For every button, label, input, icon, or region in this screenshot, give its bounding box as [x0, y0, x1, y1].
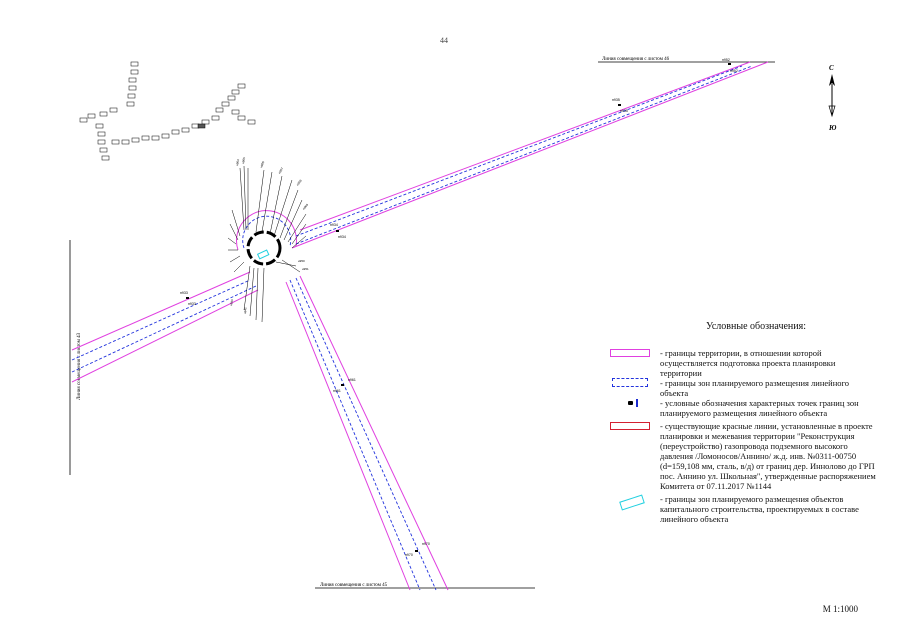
svg-text:н935: н935: [612, 98, 620, 102]
cyan-rect-icon: [619, 495, 645, 511]
svg-text:н969: н969: [301, 202, 310, 211]
legend-title: Условные обозначения:: [705, 321, 806, 332]
legend-item-capital-objects: - границы зон планируемого размещения объектов капитального строительства, проектируемых в составе линейного объекта: [606, 494, 876, 524]
junction-label-top: Линия совмещения с листом 46: [602, 57, 670, 62]
svg-text:н951: н951: [302, 267, 309, 271]
svg-text:н968: н968: [295, 178, 303, 187]
legend: [606, 322, 876, 524]
svg-text:н965: н965: [241, 156, 247, 165]
magenta-rect-icon: [610, 349, 650, 357]
svg-text:н967: н967: [277, 166, 285, 175]
svg-text:н934: н934: [338, 235, 346, 239]
svg-text:н966: н966: [259, 160, 266, 169]
scale-label: М 1:1000: [822, 604, 858, 614]
junction-node: [248, 232, 280, 264]
svg-text:С: С: [829, 64, 834, 72]
junction-label-bottom: Линия совмещения с листом 45: [320, 583, 388, 588]
north-arrow: [828, 64, 837, 132]
svg-text:н961: н961: [333, 389, 341, 393]
overview-inset: [80, 62, 255, 160]
legend-item-points: - условные обозначения характерных точек границ зон планируемого размещения линейного объекта: [606, 398, 876, 418]
svg-text:н933: н933: [180, 291, 188, 295]
svg-text:н935: н935: [620, 109, 628, 113]
red-rect-icon: [610, 422, 650, 430]
capital-object-zone: [258, 250, 269, 259]
svg-text:н970: н970: [405, 553, 413, 557]
svg-text:н941: н941: [243, 307, 248, 315]
svg-text:н950: н950: [298, 259, 305, 263]
svg-text:н934: н934: [330, 223, 338, 227]
page-number: 44: [440, 36, 448, 45]
junction-label-left: Линия совмещения с листом 43: [77, 332, 82, 400]
svg-text:н940: н940: [229, 298, 235, 307]
svg-text:Ю: Ю: [829, 124, 837, 132]
svg-text:н961: н961: [348, 378, 356, 382]
blue-dashed-rect-icon: [612, 378, 648, 387]
svg-text:н970: н970: [422, 542, 430, 546]
svg-text:н964: н964: [235, 158, 241, 167]
legend-item-planned-zone: - границы зон планируемого размещения линейного объекта: [606, 378, 876, 398]
legend-item-red-lines: - существующие красные линии, установленные в проекте планировки и межевания территории "Реконструкция (переустройство) газопровода подземного высокого давления /Ломоносов/Аннино/ ж.д. инв. №0311-00750 (d=159,108 мм, сталь, в/д) от границ дер. Иннолово до ГРП пос. Аннино ул. Школьная", утвержденные распоряжением Комитета от 07.11.2017 №1144: [606, 421, 876, 491]
svg-text:н952: н952: [722, 58, 730, 62]
svg-text:н952: н952: [730, 69, 738, 73]
svg-text:н933: н933: [188, 302, 196, 306]
legend-item-territory: - границы территории, в отношении которой осуществляется подготовка проекта планировки территории: [606, 348, 876, 378]
